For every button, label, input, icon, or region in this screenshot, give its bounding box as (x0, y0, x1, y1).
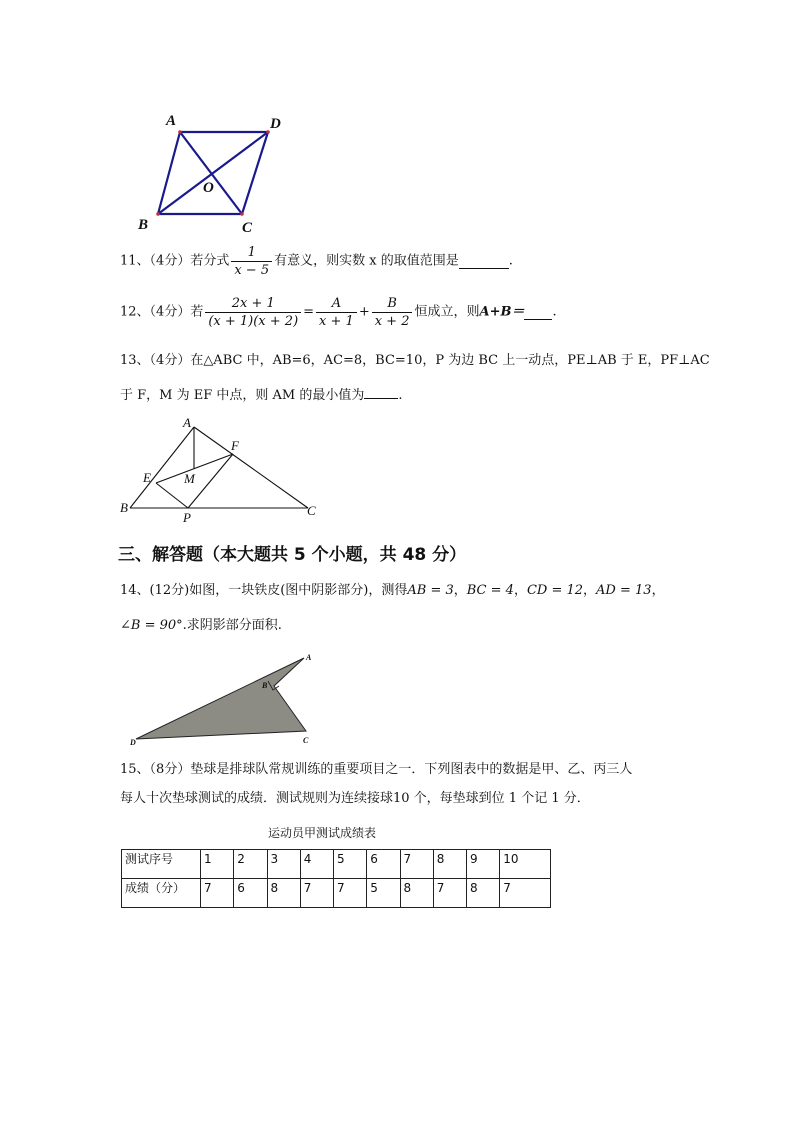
question-15-line1: 15、（8分）垫球是排球队常规训练的重要项目之一．下列图表中的数据是甲、乙、丙三人 (120, 762, 633, 777)
q13-line2-text: 于 F，M 为 EF 中点，则 AM 的最小值为 (120, 388, 365, 403)
q14-angle: ∠B = 90° (120, 618, 183, 633)
table-cell: 5 (367, 879, 400, 908)
table-row (122, 850, 551, 879)
diagonal-ac (180, 132, 242, 214)
table-cell: 8 (400, 879, 433, 908)
table-cell: 7 (433, 879, 466, 908)
table-cell: 4 (300, 850, 333, 879)
table-cell: 6 (234, 879, 267, 908)
question-11 (120, 244, 513, 279)
table-cell: 2 (234, 850, 267, 879)
label-m: M (184, 471, 195, 486)
shaded-shape-figure (126, 648, 326, 752)
question-13-line2 (120, 384, 402, 406)
table-cell: 7 (400, 850, 433, 879)
table-caption: 运动员甲测试成绩表 (268, 826, 377, 840)
table-cell: 6 (367, 850, 400, 879)
table-cell: 9 (467, 850, 500, 879)
label-e: E (143, 470, 151, 485)
q14-measure-ab: AB = 3 (407, 583, 454, 598)
q14-measure-ad: AD = 13 (596, 583, 652, 598)
table-cell: 10 (500, 850, 551, 879)
q12-lhs-fraction (205, 295, 301, 330)
q12-expression: A+B＝ (479, 304, 525, 320)
q12-lhs-den: (x + 1)(x + 2) (208, 314, 299, 329)
label-a: A (183, 415, 191, 430)
label-c: C (303, 736, 309, 745)
table-cell: 3 (267, 850, 300, 879)
q13-end: . (398, 388, 403, 403)
diagonal-bd (158, 132, 268, 214)
label-o: O (203, 180, 214, 196)
q12-eq: = (303, 304, 315, 320)
q11-frac-den: x − 5 (234, 263, 270, 278)
label-c: C (242, 220, 253, 236)
q12-suffix: 恒成立，则 (414, 304, 480, 320)
table-cell: 5 (334, 850, 367, 879)
q12-f2-den: x + 2 (374, 314, 410, 329)
label-a: A (166, 113, 177, 129)
label-d: D (130, 738, 136, 747)
question-15-line2: 每人十次垫球测试的成绩．测试规则为连续接球10 个，每垫球到位 1 个记 1 分． (120, 791, 590, 806)
table-cell: 7 (201, 879, 234, 908)
q14-measure-cd: CD = 12 (526, 583, 584, 598)
q12-f2-num: B (372, 295, 413, 313)
q13-answer-blank[interactable] (364, 384, 398, 399)
table-cell: 7 (300, 879, 333, 908)
q14-sep-4: ， (651, 583, 665, 598)
q12-answer-blank[interactable] (524, 305, 552, 320)
question-12 (120, 295, 557, 330)
q14-line2-text: .求阴影部分面积. (182, 618, 282, 633)
q12-end: . (552, 304, 557, 320)
table-cell: 1 (201, 850, 234, 879)
row-header-score: 成绩（分） (122, 879, 201, 908)
label-a: A (306, 653, 312, 662)
q14-sep-3: ， (583, 583, 597, 598)
q14-sep-2: ， (513, 583, 527, 598)
q12-plus: + (358, 304, 370, 320)
q11-frac-num: 1 (231, 244, 272, 262)
q12-f1-num: A (316, 295, 357, 313)
question-14-line1 (120, 581, 665, 601)
question-13-line1: 13、（4分）在△ABC 中，AB=6，AC=8，BC=10，P 为边 BC 上一动点，PE⊥AB 于 E，PF⊥AC (120, 353, 710, 368)
side-ab (158, 132, 180, 214)
q11-end: . (508, 253, 513, 269)
table-cell: 8 (267, 879, 300, 908)
label-b: B (120, 500, 128, 515)
side-dc (242, 132, 268, 214)
table-cell: 8 (433, 850, 466, 879)
q14-sep-1: ， (453, 583, 467, 598)
q11-prefix: 11、（4分）若分式 (120, 253, 230, 269)
q12-prefix: 12、（4分）若 (120, 304, 204, 320)
side-ac (194, 427, 308, 508)
table-cell: 7 (500, 879, 551, 908)
parallelogram-figure (130, 108, 290, 238)
q11-fraction (231, 244, 272, 279)
q12-f1-den: x + 1 (319, 314, 354, 329)
label-d: D (270, 116, 281, 132)
q12-lhs-num: 2x + 1 (205, 295, 301, 313)
q11-suffix: 有意义，则实数 x 的取值范围是 (274, 253, 459, 269)
side-ab (130, 427, 194, 508)
segment-pe (156, 483, 188, 508)
q14-line1-text: 14、(12分)如图，一块铁皮(图中阴影部分)，测得 (120, 583, 408, 598)
table-cell: 7 (334, 879, 367, 908)
label-b: B (262, 681, 268, 690)
table-cell: 8 (467, 879, 500, 908)
question-14-line2 (120, 616, 282, 636)
row-header-index: 测试序号 (122, 850, 201, 879)
section-3-title: 三、解答题（本大题共 5 个小题，共 48 分） (118, 545, 467, 565)
triangle-figure (118, 414, 328, 526)
q11-answer-blank[interactable] (459, 254, 509, 269)
label-f: F (231, 438, 239, 453)
q14-measure-bc: BC = 4 (466, 583, 514, 598)
shaded-region (136, 658, 306, 739)
score-table (121, 849, 551, 908)
q12-fraction-a (316, 295, 357, 330)
q12-fraction-b (372, 295, 413, 330)
label-p: P (183, 510, 191, 525)
label-c: C (307, 503, 316, 518)
label-b: B (138, 217, 149, 233)
table-row (122, 879, 551, 908)
